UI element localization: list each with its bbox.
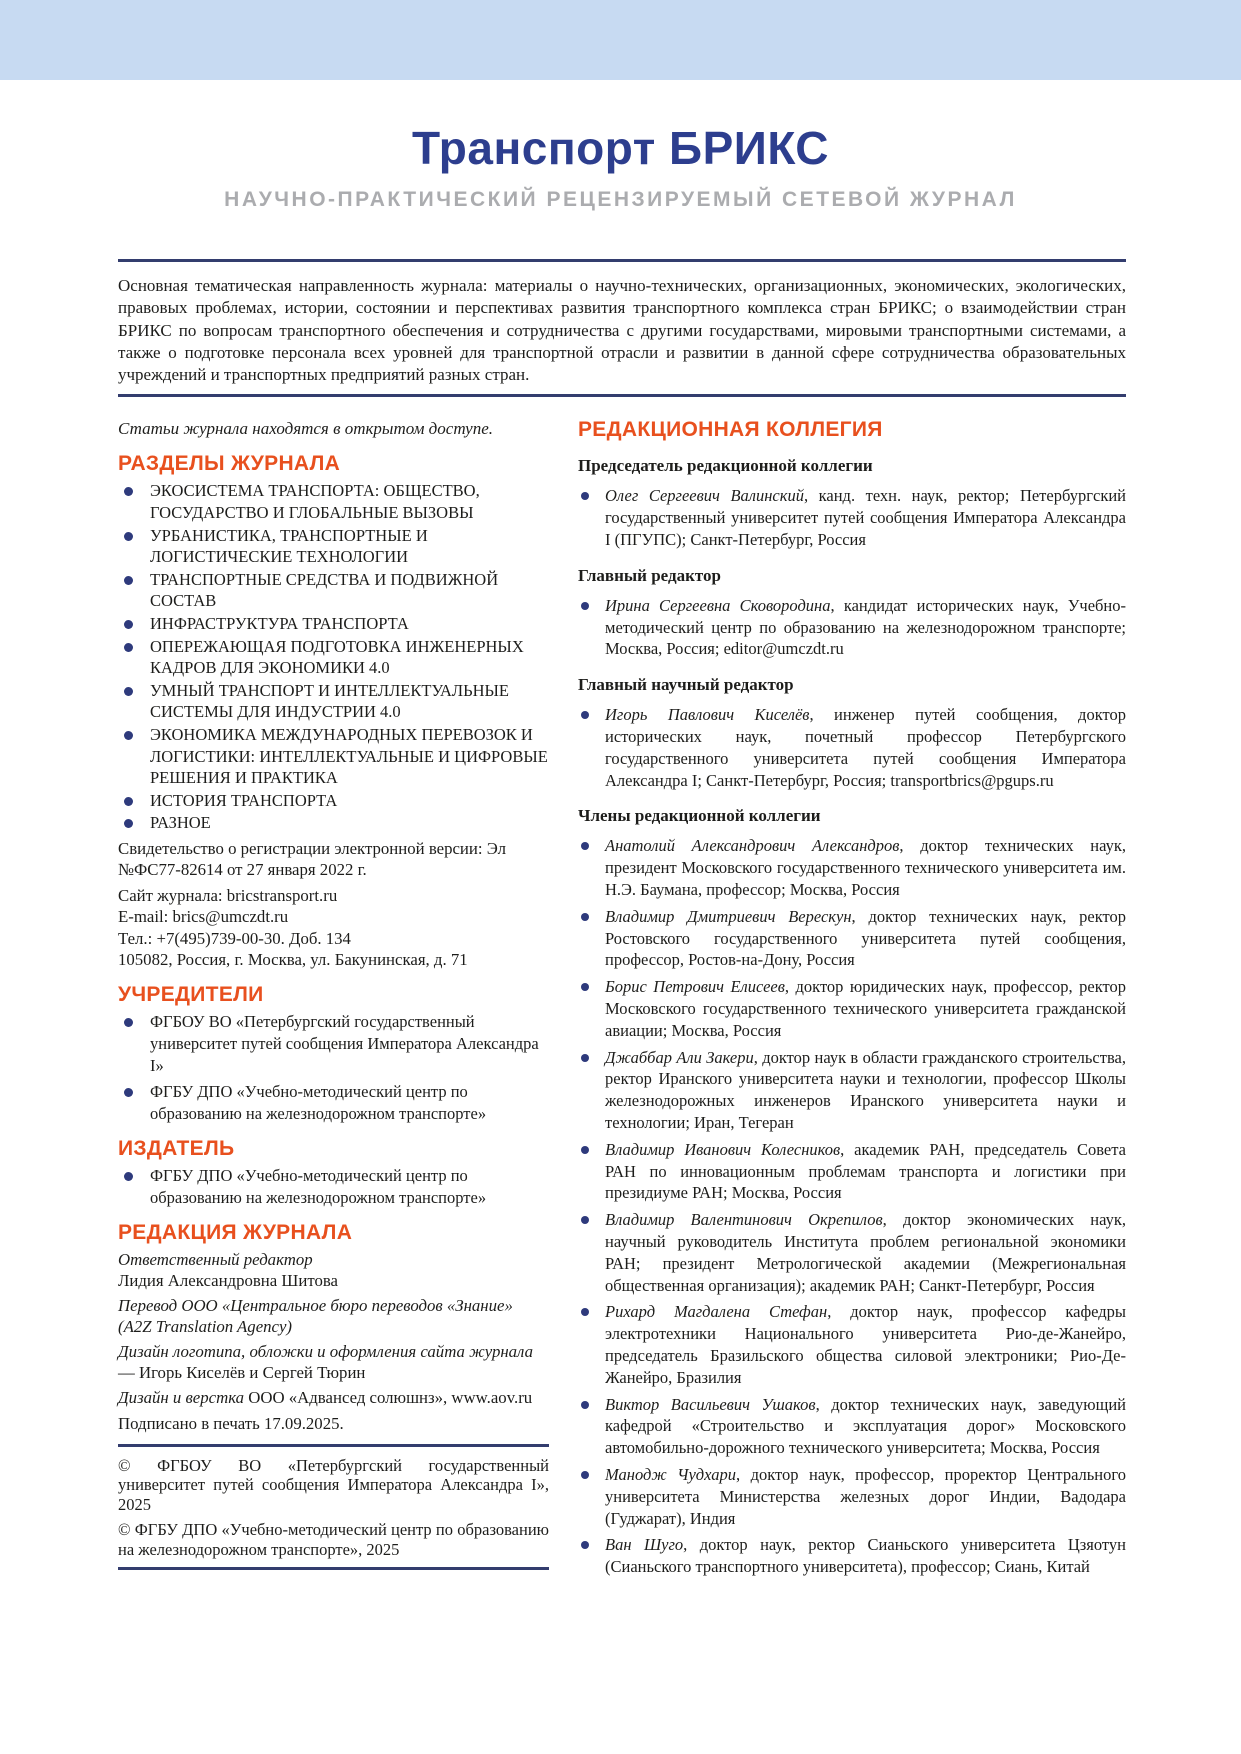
bullet-icon — [124, 1018, 133, 1027]
signed-to-print: Подписано в печать 17.09.2025. — [118, 1414, 344, 1434]
member-name: Виктор Васильевич Ушаков — [605, 1394, 816, 1414]
bullet-icon — [581, 1308, 589, 1316]
member-bio: , доктор наук, профессор, проректор Центрального университета Министерства железных дорог Индии, Вадодара (Гуджарат), Индия — [605, 1464, 1126, 1528]
section-label: ИСТОРИЯ ТРАНСПОРТА — [150, 790, 338, 810]
sections-list — [118, 480, 549, 834]
copyright-line: © ФГБОУ ВО «Петербургский государственный университет путей сообщения Императора Александра I», 2025 — [118, 1455, 549, 1514]
open-access-note: Статьи журнала находятся в открытом доступе. — [118, 419, 494, 439]
bullet-icon — [124, 576, 133, 585]
bullet-icon — [581, 711, 589, 719]
journal-title: Транспорт БРИКС — [411, 122, 830, 174]
bullet-icon — [581, 983, 589, 991]
chief-editor-list — [578, 595, 1126, 660]
member-name: Ван Шуго — [605, 1535, 684, 1555]
chief-science-editor-list — [578, 704, 1126, 791]
member-name: Ирина Сергеевна Сковородина — [605, 595, 831, 615]
section-item — [118, 525, 549, 568]
member-bio: , доктор наук, профессор кафедры электротехники Национального университета Рио-де-Жанейро, председатель Бразильского общества силовой электроники; Рио-Де-Жанейро, Бразилия — [605, 1302, 1126, 1387]
editorial-office-heading: РЕДАКЦИЯ ЖУРНАЛА — [118, 1220, 353, 1244]
member-bio: , канд. техн. наук, ректор; Петербургский государственный университет путей сообщения Императора Александра I (ПГУПС); Санкт-Петербург, Россия — [605, 486, 1126, 550]
chief-science-editor-heading: Главный научный редактор — [578, 675, 794, 695]
board-member-item — [578, 1534, 1126, 1578]
staff-role: Дизайн и верстка — [118, 1387, 245, 1407]
staff-role: Ответственный редактор — [118, 1249, 313, 1269]
chief-editor-heading: Главный редактор — [578, 565, 721, 585]
section-label: ЭКОСИСТЕМА ТРАНСПОРТА: ОБЩЕСТВО, ГОСУДАРСТВО И ГЛОБАЛЬНЫЕ ВЫЗОВЫ — [150, 481, 480, 523]
board-chair-list — [578, 485, 1126, 550]
bullet-icon — [124, 731, 133, 740]
sections-heading: РАЗДЕЛЫ ЖУРНАЛА — [118, 452, 341, 476]
founders-list — [118, 1011, 549, 1125]
section-label: РАЗНОЕ — [150, 813, 211, 833]
founder-item — [118, 1081, 549, 1125]
bullet-icon — [581, 1054, 589, 1062]
header-band — [0, 0, 1241, 80]
member-bio: , доктор технических наук, президент Московского государственного технического университета им. Н.Э. Баумана, профессор; Москва, Россия — [605, 836, 1127, 900]
publisher-label: ФГБУ ДПО «Учебно-методический центр по образованию на железнодорожном транспорте» — [150, 1165, 487, 1207]
member-name: Борис Петрович Елисеев — [605, 977, 785, 997]
bullet-icon — [124, 797, 133, 806]
member-bio: , доктор наук в области гражданского строительства, ректор Иранского университета науки и технологии, профессор Школы железнодорожных инженеров Иранского университета науки и технологии; Иран, Тегеран — [605, 1047, 1126, 1133]
bullet-icon — [124, 643, 133, 652]
board-members-list — [578, 835, 1126, 1578]
member-name: Рихард Магдалена Стефан — [605, 1302, 828, 1322]
bullet-icon — [581, 602, 589, 610]
board-member-item — [578, 976, 1126, 1041]
bullet-icon — [124, 620, 133, 629]
section-item — [118, 790, 549, 812]
board-member-item — [578, 906, 1126, 971]
registration-certificate: Свидетельство о регистрации электронной версии: Эл №ФС77-82614 от 27 января 2022 г. — [118, 838, 506, 880]
member-bio: , академик РАН, председатель Совета РАН по инновационным проблемам транспорта и логистики при президиуме РАН; Москва, Россия — [605, 1139, 1126, 1203]
staff-entry-layout — [118, 1387, 549, 1409]
member-name: Владимир Валентинович Окрепилов — [605, 1210, 883, 1230]
member-name: Игорь Павлович Киселёв — [605, 705, 810, 725]
member-bio: , доктор технических наук, заведующий кафедрой «Строительство и эксплуатация дорог» Московского автомобильно-дорожного технического университета; Москва, Россия — [605, 1394, 1126, 1458]
member-name: Олег Сергеевич Валинский — [605, 486, 804, 506]
section-item — [118, 613, 549, 635]
member-bio: , доктор технических наук, ректор Ростовского государственного университета путей сообщения, профессор, Ростов-на-Дону, Россия — [605, 906, 1126, 970]
bullet-icon — [581, 492, 589, 500]
section-item — [118, 569, 549, 612]
section-label: ЭКОНОМИКА МЕЖДУНАРОДНЫХ ПЕРЕВОЗОК И ЛОГИСТИКИ: ИНТЕЛЛЕКТУАЛЬНЫЕ И ЦИФРОВЫЕ РЕШЕНИЯ И ПРАКТИКА — [150, 725, 548, 788]
section-item — [118, 480, 549, 523]
contacts-block — [118, 885, 549, 971]
bullet-icon — [124, 1172, 133, 1181]
bullet-icon — [124, 819, 133, 828]
copyright-line: © ФГБУ ДПО «Учебно-методический центр по образованию на железнодорожном транспорте», 2025 — [118, 1520, 549, 1559]
member-name: Джаббар Али Закери — [605, 1047, 754, 1067]
copyright-block — [118, 1444, 549, 1571]
bullet-icon — [581, 913, 589, 921]
board-member-item — [578, 1047, 1126, 1134]
founders-heading: УЧРЕДИТЕЛИ — [118, 982, 264, 1006]
right-column — [578, 418, 1126, 1582]
member-bio: , инженер путей сообщения, доктор исторических наук, почетный профессор Петербургского государственного университета путей сообщения Императора Александра I; Санкт-Петербург, Россия; transportbrics@pgups.ru — [605, 705, 1126, 790]
section-label: ИНФРАСТРУКТУРА ТРАНСПОРТА — [150, 614, 409, 634]
section-item — [118, 680, 549, 723]
bullet-icon — [581, 842, 589, 850]
section-label: УРБАНИСТИКА, ТРАНСПОРТНЫЕ И ЛОГИСТИЧЕСКИЕ ТЕХНОЛОГИИ — [150, 525, 428, 567]
section-label: ОПЕРЕЖАЮЩАЯ ПОДГОТОВКА ИНЖЕНЕРНЫХ КАДРОВ ДЛЯ ЭКОНОМИКИ 4.0 — [150, 636, 524, 678]
member-name: Анатолий Александрович Александров — [605, 836, 900, 856]
divider-top — [118, 259, 1126, 262]
publisher-heading: ИЗДАТЕЛЬ — [118, 1136, 235, 1160]
bullet-icon — [581, 1216, 589, 1224]
staff-role: Дизайн логотипа, обложки и оформления сайта журнала — [118, 1341, 533, 1361]
bullet-icon — [581, 1146, 589, 1154]
board-member-item — [578, 485, 1126, 550]
member-bio: , доктор юридических наук, профессор, ректор Московского государственного технического университета гражданской авиации; Москва, Россия — [605, 977, 1126, 1040]
staff-entry-translation — [118, 1295, 549, 1338]
bullet-icon — [581, 1471, 589, 1479]
section-label: ТРАНСПОРТНЫЕ СРЕДСТВА И ПОДВИЖНОЙ СОСТАВ — [150, 569, 499, 611]
bullet-icon — [581, 1401, 589, 1409]
staff-person: ООО «Адвансед солюшнз», www.aov.ru — [244, 1387, 533, 1407]
board-members-heading: Члены редакционной коллегии — [578, 806, 821, 826]
founder-label: ФГБОУ ВО «Петербургский государственный университет путей сообщения Императора Александра I» — [150, 1011, 539, 1075]
board-member-item — [578, 1139, 1126, 1204]
left-column — [118, 418, 549, 1570]
member-name: Владимир Дмитриевич Верескун — [605, 906, 852, 926]
editorial-board-heading: РЕДАКЦИОННАЯ КОЛЛЕГИЯ — [578, 418, 883, 442]
masthead — [0, 122, 1241, 212]
section-label: УМНЫЙ ТРАНСПОРТ И ИНТЕЛЛЕКТУАЛЬНЫЕ СИСТЕМЫ ДЛЯ ИНДУСТРИИ 4.0 — [150, 680, 509, 722]
staff-person: — Игорь Киселёв и Сергей Тюрин — [118, 1363, 366, 1383]
member-name: Владимир Иванович Колесников — [605, 1139, 841, 1159]
board-member-item — [578, 1301, 1126, 1388]
publisher-item — [118, 1165, 549, 1209]
address-line: 105082, Россия, г. Москва, ул. Бакунинская, д. 71 — [118, 950, 468, 970]
member-bio: , кандидат исторических наук, Учебно-методический центр по образованию на железнодорожном транспорте; Москва, Россия; editor@umczdt.ru — [605, 595, 1126, 659]
staff-person: Лидия Александровна Шитова — [118, 1271, 338, 1291]
section-item — [118, 724, 549, 789]
board-chair-heading: Председатель редакционной коллегии — [578, 456, 873, 476]
bullet-icon — [124, 687, 133, 696]
founder-label: ФГБУ ДПО «Учебно-методический центр по образованию на железнодорожном транспорте» — [150, 1081, 487, 1123]
staff-entry-design — [118, 1341, 549, 1384]
bullet-icon — [124, 487, 133, 496]
page-content — [0, 259, 1241, 1583]
board-member-item — [578, 1394, 1126, 1459]
site-line: Сайт журнала: bricstransport.ru — [118, 885, 338, 905]
board-member-item — [578, 835, 1126, 900]
bullet-icon — [581, 1541, 589, 1549]
staff-role: Перевод ООО «Центральное бюро переводов «Знание» (A2Z Translation Agency) — [118, 1295, 513, 1337]
member-bio: , доктор наук, ректор Сианьского университета Цзяотун (Сианьского транспортного университета), профессор; Сиань, Китай — [605, 1535, 1126, 1577]
board-member-item — [578, 1464, 1126, 1529]
founder-item — [118, 1011, 549, 1077]
publisher-list — [118, 1165, 549, 1209]
bullet-icon — [124, 1088, 133, 1097]
email-line: E-mail: brics@umczdt.ru — [118, 907, 289, 927]
intro-paragraph: Основная тематическая направленность журнала: материалы о научно-технических, организационных, экономических, экологических, правовых проблемах, истории, состоянии и перспективах развития транспортного комплекса стран БРИКС; о взаимодействии стран БРИКС по вопросам транспортного обеспечения и сотрудничества с другими государствами, мировыми транспортными системами, а также о подготовке персонала всех уровней для транспортной отрасли и развитии в данной сфере сотрудничества образовательных учреждений и транспортных предприятий разных стран. — [118, 276, 1126, 385]
board-member-item — [578, 1209, 1126, 1296]
member-bio: , доктор экономических наук, научный руководитель Института проблем региональной экономики РАН; президент Метрологической академии (Межрегиональная общественная организация); академик РАН; Санкт-Петербург, Россия — [605, 1210, 1126, 1295]
section-item — [118, 812, 549, 834]
phone-line: Тел.: +7(495)739-00-30. Доб. 134 — [118, 928, 351, 948]
bullet-icon — [124, 532, 133, 541]
board-member-item — [578, 704, 1126, 791]
board-member-item — [578, 595, 1126, 660]
staff-entry-managing-editor — [118, 1249, 549, 1292]
member-name: Манодж Чудхари — [605, 1464, 736, 1484]
section-item — [118, 636, 549, 679]
two-column-layout — [118, 418, 1126, 1582]
journal-subtitle: НАУЧНО-ПРАКТИЧЕСКИЙ РЕЦЕНЗИРУЕМЫЙ СЕТЕВОЙ ЖУРНАЛ — [224, 188, 1017, 211]
divider-intro-bottom — [118, 394, 1126, 397]
